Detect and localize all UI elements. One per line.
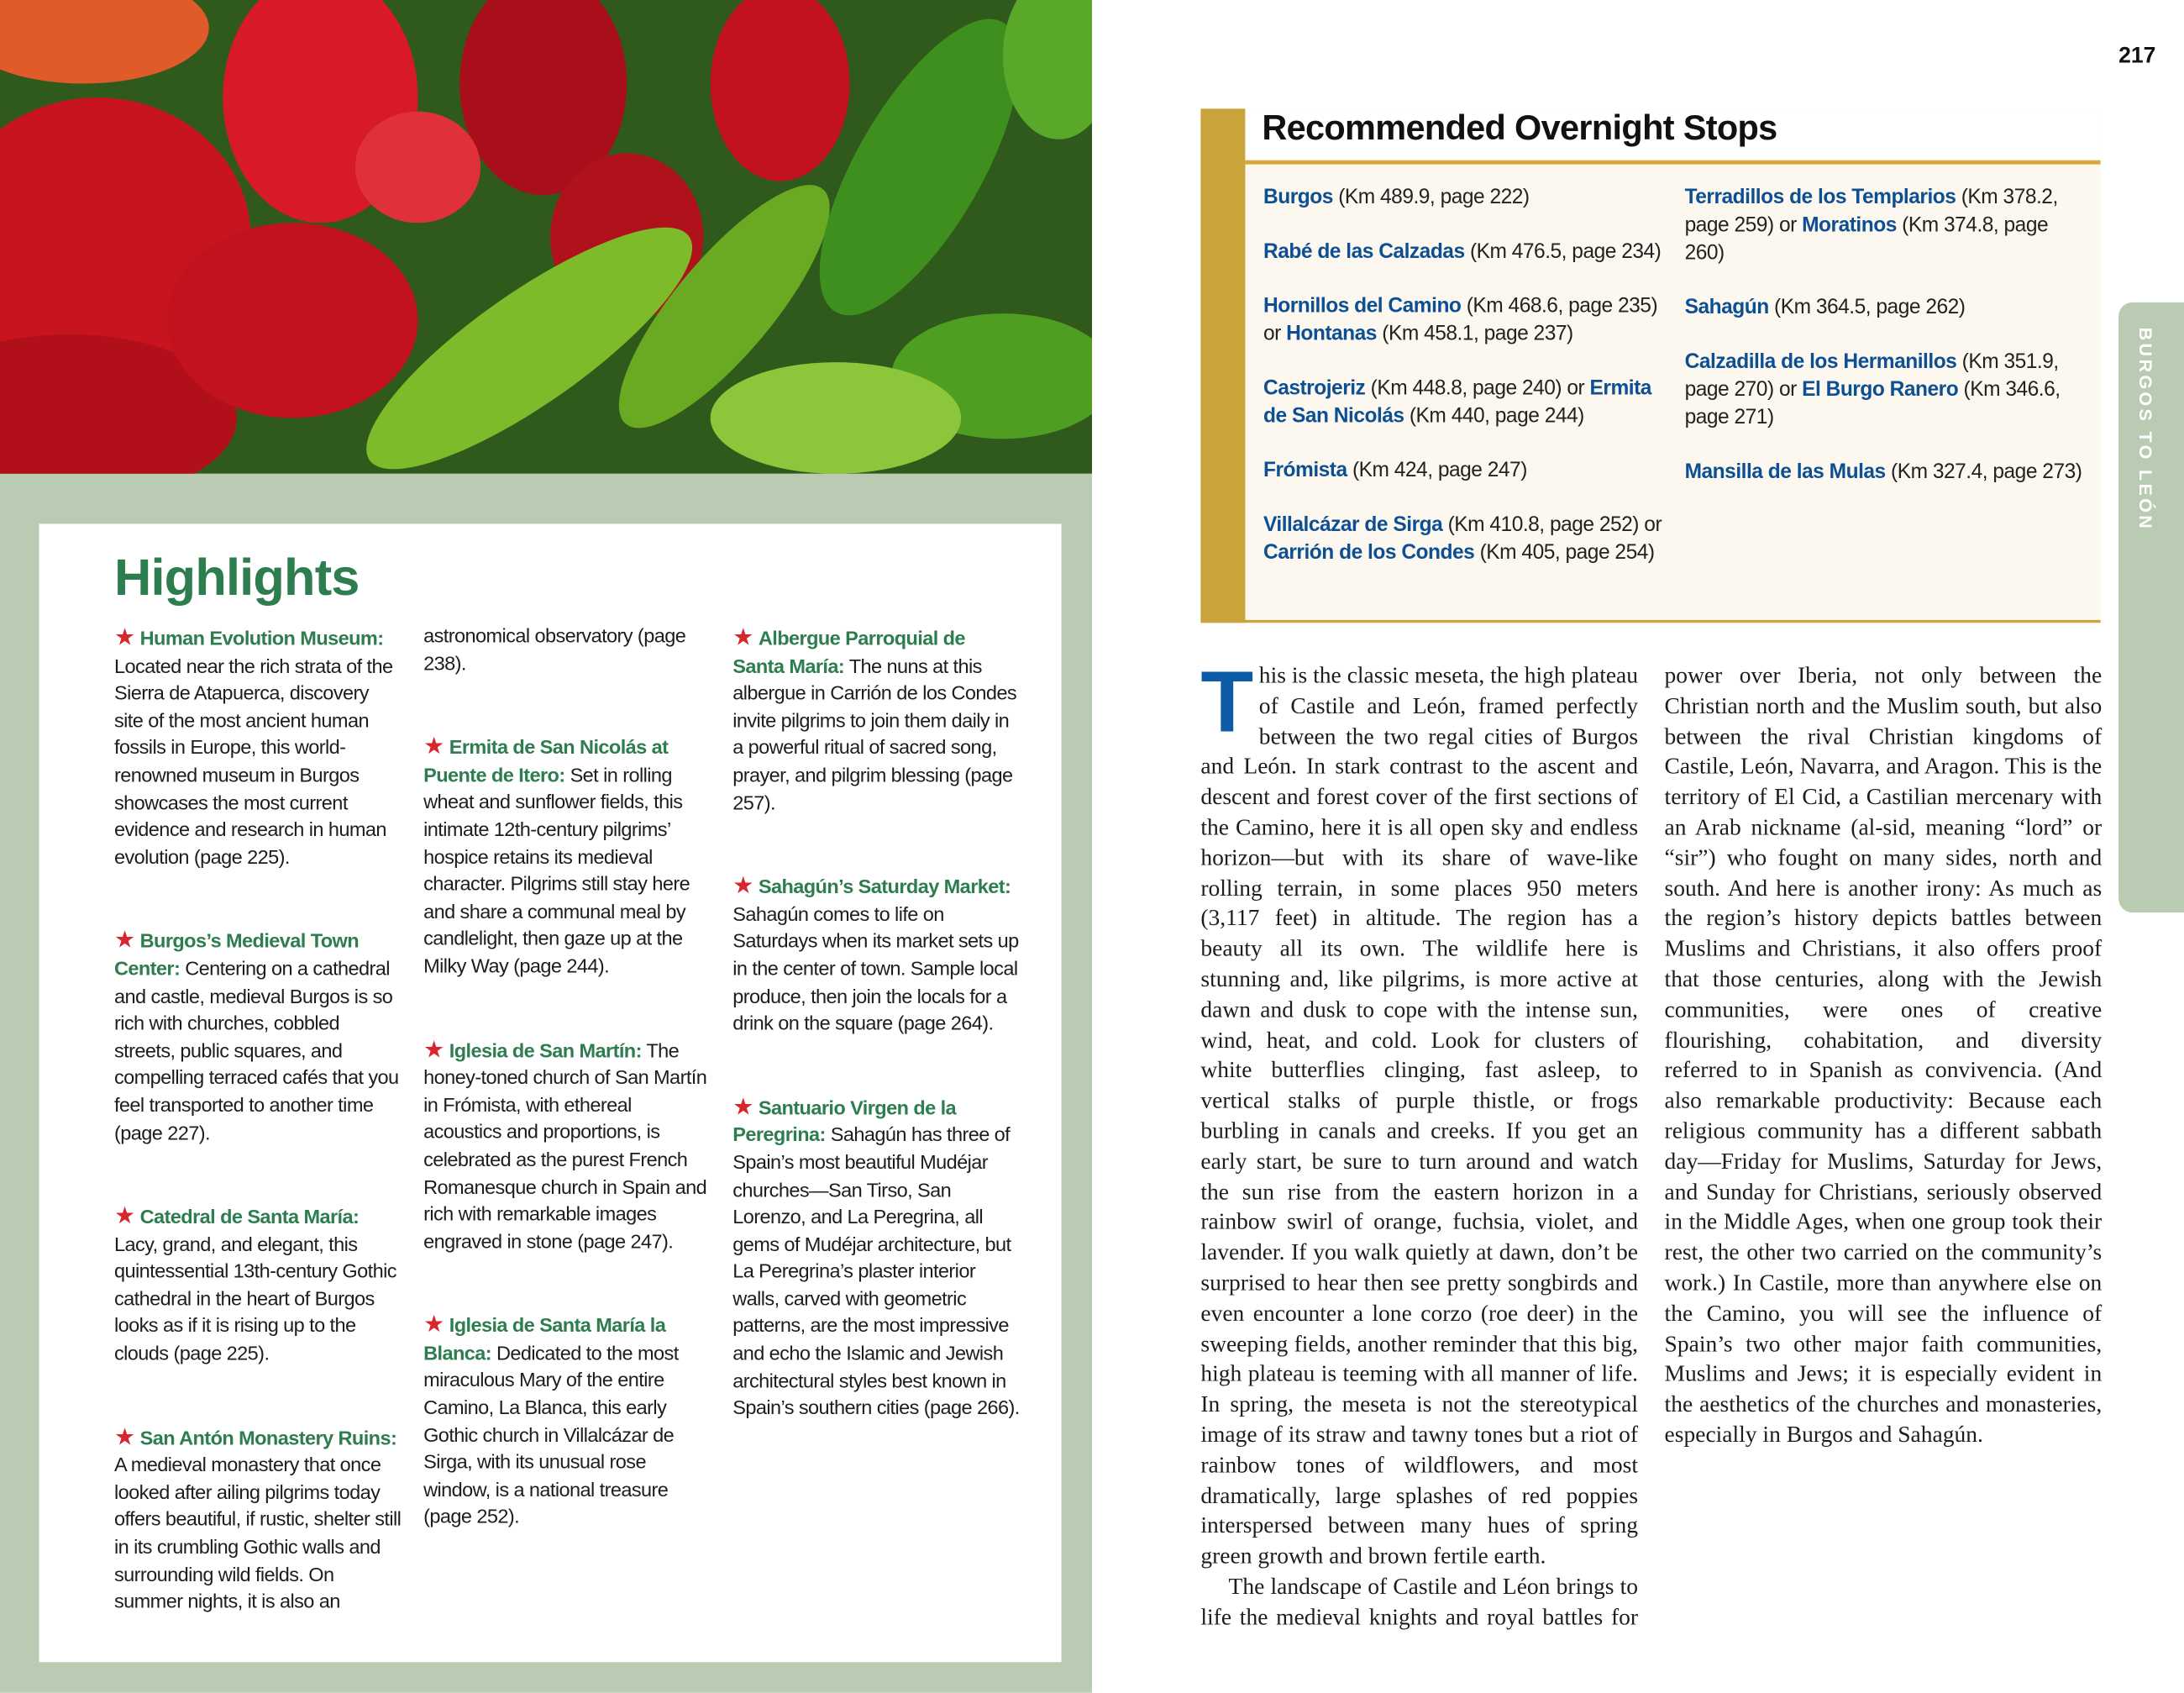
stop-name[interactable]: Mansilla de las Mulas bbox=[1684, 460, 1886, 484]
body-paragraph: The landscape of Castile and Léon brings to life the medieval knights and royal battles for power over Iberia, not only between the Christian north and the Muslim south, but also between the rival Christian kingdoms of Castile, León, Navarra, and Aragon. This is the territory of El Cid, a Castilian mercenary with an Arab nickname (al-sid, meaning “lord” or “sir”) who fought on many sides, north and south. And here is another irony: As much as the region’s history depicts battles between Muslims and Christians, it also offers proof that those centuries, along with the Jewish communities, were ones of creative flourishing, cohabitation, and diversity referred to in Spanish as convivencia. (And also remarkable productivity: Because each religious community has a different sabbath day—Friday for Muslims, Saturday for Jews, and Sunday for Christians, seriously observed in the Middle Ages, when one group took their rest, the other two carried on the community’s work.) In Castile, more than anywhere else on the Camino, you will see the influence of Spain’s two other major faith communities, Muslims and Jews; it is especially evident in the aesthetics of the churches and monasteries, especially in Burgos and Sahagún. bbox=[1200, 661, 2103, 1630]
highlight-item bbox=[114, 1202, 402, 1369]
stop-entry bbox=[1263, 239, 1671, 266]
highlight-text: A medieval monastery that once looked after ailing pilgrims today offers beautiful, if rustic, shelter still in its crumbling Gothic walls and surrounding wild fields. On summer nights, it is also an astronomical observatory (page 238). bbox=[113, 625, 686, 1614]
highlight-name: Iglesia de San Martín: bbox=[449, 1039, 642, 1063]
highlight-name: Santuario Virgen de la Peregrina: bbox=[732, 1097, 957, 1148]
highlight-name: Catedral de Santa María: bbox=[139, 1207, 360, 1229]
highlight-name: Ermita de San Nicolás at Puente de Itero: bbox=[423, 737, 669, 787]
body-paragraph bbox=[1200, 655, 1639, 1571]
highlight-item bbox=[423, 1312, 711, 1533]
overnight-stops-title: Recommended Overnight Stops bbox=[1262, 108, 1777, 148]
highlight-text: Located near the rich strata of the Sierra de Atapuerca, discovery site of the most ancient human fossils in Europe, this world-renowned museum in Burgos showcases the most current evidence and research in human evolution (page 225). bbox=[113, 655, 393, 870]
stop-entry bbox=[1685, 349, 2092, 432]
stop-detail: (Km 440, page 244) bbox=[1404, 405, 1584, 429]
highlights-title: Highlights bbox=[113, 549, 360, 607]
highlight-name: Iglesia de Santa María la Blanca: bbox=[423, 1315, 666, 1365]
stop-detail: (Km 327.4, page 273) bbox=[1885, 460, 2082, 484]
highlight-item bbox=[114, 624, 402, 873]
stop-name[interactable]: Rabé de las Calzadas bbox=[1263, 240, 1465, 264]
stop-name[interactable]: Ermita de San Nicolás bbox=[1263, 377, 1651, 429]
stop-name[interactable]: Carrión de los Condes bbox=[1263, 542, 1475, 565]
highlight-item bbox=[423, 733, 711, 982]
stop-name[interactable]: Hontanas bbox=[1286, 323, 1377, 346]
paragraph-text: his is the classic meseta, the high plateau of Castile and León, framed perfectly between the two regal cities of Burgos and León. In stark contrast to the ascent and descent and forest cover of the first sections of the Camino, here it is all open sky and endless horizon—but with its share of wave-like rolling terrain, in some places 950 meters (3,117 feet) in altitude. The region has a beauty all its own. The wildlife here is stunning and, like pilgrims, is more active at dawn and dusk to cope with the intense sun, wind, heat, and cold. Look for clusters of white butterflies clinging, fast asleep, to vertical stalks of purple thistle, or frogs burbling in canals and creeks. If you get an early start, be sure to turn around and watch the sun rise from the eastern horizon in a rainbow swirl of orange, fuchsia, violet, and lavender. If you walk quietly at dawn, don’t be surprised to hear then see pretty songbirds and even encounter a lone corzo (roe deer) in the sweeping fields, another reminder that this big, high plateau is teeming with all manner of life. In spring, the meseta is not the stereotypical image of its straw and tawny tones but a riot of rainbow tones of wildflowers, and most dramatically, large splashes of red poppies interspersed between many hues of spring green growth and brown fertile earth. bbox=[1200, 661, 1639, 1569]
highlight-name: Sahagún’s Saturday Market: bbox=[758, 876, 1011, 899]
stop-entry bbox=[1263, 184, 1671, 212]
star-icon: ★ bbox=[423, 1035, 444, 1063]
highlight-name: Albergue Parroquial de Santa María: bbox=[732, 628, 965, 678]
chapter-tab-label: BURGOS TO LEÓN bbox=[2135, 327, 2156, 532]
highlight-text: Sahagún has three of Spain’s most beautiful Mudéjar churches—San Tirso, San Lorenzo, and La Peregrina, all gems of Mudéjar architecture, but La Peregrina’s plaster interior walls, carved with geometric patterns, are the most impressive and echo the Islamic and Jewish architectural styles best known in Spain’s southern cities (page 266). bbox=[732, 1124, 1020, 1421]
overnight-stops-list bbox=[1263, 184, 2092, 602]
stop-detail: (Km 476.5, page 234) bbox=[1464, 240, 1662, 264]
highlight-item bbox=[423, 1036, 711, 1257]
stop-name[interactable]: Moratinos bbox=[1802, 214, 1897, 237]
page-number: 217 bbox=[2118, 45, 2156, 69]
stop-entry bbox=[1263, 457, 1671, 485]
chapter-tab[interactable] bbox=[2118, 302, 2184, 912]
highlight-text: The honey-toned church of San Martín in Frómista, with ethereal acoustics and proportions, is celebrated as the purest French Romanesque church in Spain and rich with remarkable images engraved in stone (page 247). bbox=[423, 1039, 707, 1254]
stop-detail: (Km 424, page 247) bbox=[1347, 460, 1527, 482]
star-icon: ★ bbox=[732, 1093, 753, 1120]
star-icon: ★ bbox=[423, 733, 444, 760]
stop-entry bbox=[1263, 292, 1671, 348]
stop-detail: (Km 374.8, page 260) bbox=[1684, 214, 2049, 266]
stop-detail: (Km 405, page 254) bbox=[1474, 542, 1655, 565]
highlight-text: Set in rolling wheat and sunflower fields, this intimate 12th-century pilgrims’ hospice retains its medieval character. Pilgrims still stay here and share a communal meal by candlelight, then gaze up at the Milky Way (page 244). bbox=[423, 764, 690, 978]
stop-entry bbox=[1685, 184, 2092, 267]
stop-detail: (Km 448.8, page 240) or bbox=[1365, 377, 1590, 400]
body-text bbox=[1200, 655, 2103, 1649]
stop-detail: (Km 489.9, page 222) bbox=[1332, 187, 1530, 209]
stop-entry bbox=[1685, 294, 2092, 322]
highlight-item bbox=[114, 927, 402, 1148]
stop-detail: (Km 458.1, page 237) bbox=[1376, 323, 1573, 346]
star-icon: ★ bbox=[423, 1311, 444, 1338]
stop-name[interactable]: Frómista bbox=[1263, 460, 1347, 482]
stop-detail: (Km 378.2, page 259) or bbox=[1684, 187, 2058, 237]
stop-name[interactable]: Hornillos del Camino bbox=[1263, 295, 1462, 318]
stop-name[interactable]: Terradillos de los Templarios bbox=[1684, 187, 1956, 209]
highlights-list bbox=[114, 624, 1020, 1641]
overnight-stops-box bbox=[1200, 108, 2100, 623]
drop-cap: T bbox=[1200, 655, 1254, 751]
stop-detail: (Km 468.6, page 235) or bbox=[1263, 295, 1658, 346]
peppers-photo bbox=[0, 0, 1092, 474]
highlight-text: Centering on a cathedral and castle, medieval Burgos is so rich with churches, cobbled streets, public squares, and compelling terraced cafés that you feel transported to another time (page 227). bbox=[113, 958, 399, 1145]
stop-entry bbox=[1685, 459, 2092, 486]
highlight-name: Human Evolution Museum: bbox=[139, 628, 384, 651]
highlight-text: Sahagún comes to life on Saturdays when its market sets up in the center of town. Sample local produce, then join the locals for a drink on the square (page 264). bbox=[732, 903, 1019, 1036]
stop-name[interactable]: Calzadilla de los Hermanillos bbox=[1684, 350, 1957, 374]
star-icon: ★ bbox=[113, 927, 135, 954]
star-icon: ★ bbox=[113, 1423, 135, 1450]
highlight-text: Lacy, grand, and elegant, this quintessential 13th-century Gothic cathedral in the heart of Burgos looks as if it is rising up to the clouds (page 225). bbox=[113, 1233, 396, 1366]
stop-name[interactable]: Villalcázar de Sirga bbox=[1263, 513, 1443, 537]
star-icon: ★ bbox=[732, 623, 753, 651]
overnight-stops-header bbox=[1245, 108, 2100, 164]
stop-detail: (Km 346.6, page 271) bbox=[1684, 379, 2061, 429]
stop-name[interactable]: Castrojeriz bbox=[1263, 377, 1366, 400]
stop-name[interactable]: Burgos bbox=[1263, 187, 1333, 209]
highlights-box bbox=[39, 523, 1061, 1662]
highlight-text: The nuns at this albergue in Carrión de los Condes invite pilgrims to join them daily in a powerful ritual of sacred song, prayer, and pilgrim blessing (page 257). bbox=[732, 655, 1017, 815]
highlight-item bbox=[732, 624, 1020, 818]
star-icon: ★ bbox=[113, 1202, 135, 1229]
highlight-name: Burgos’s Medieval Town Center: bbox=[113, 931, 360, 981]
stop-entry bbox=[1263, 512, 1671, 567]
star-icon: ★ bbox=[113, 623, 135, 651]
star-icon: ★ bbox=[732, 872, 753, 899]
highlight-text: Dedicated to the most miraculous Mary of the entire Camino, La Blanca, this early Gothic church in Villalcázar de Sirga, with its unusual rose window, is a national treasure (page 252). bbox=[423, 1343, 679, 1529]
stop-name[interactable]: El Burgo Ranero bbox=[1802, 379, 1959, 402]
stop-detail: (Km 410.8, page 252) or bbox=[1442, 513, 1662, 537]
stop-entry bbox=[1263, 375, 1671, 430]
stop-detail: (Km 364.5, page 262) bbox=[1768, 297, 1966, 319]
highlight-item bbox=[732, 1093, 1020, 1423]
stop-name[interactable]: Sahagún bbox=[1684, 297, 1769, 319]
highlight-name: San Antón Monastery Ruins: bbox=[139, 1427, 397, 1450]
highlight-item bbox=[732, 872, 1020, 1038]
gold-bar bbox=[1200, 108, 1245, 623]
stop-detail: (Km 351.9, page 270) or bbox=[1684, 350, 2059, 402]
